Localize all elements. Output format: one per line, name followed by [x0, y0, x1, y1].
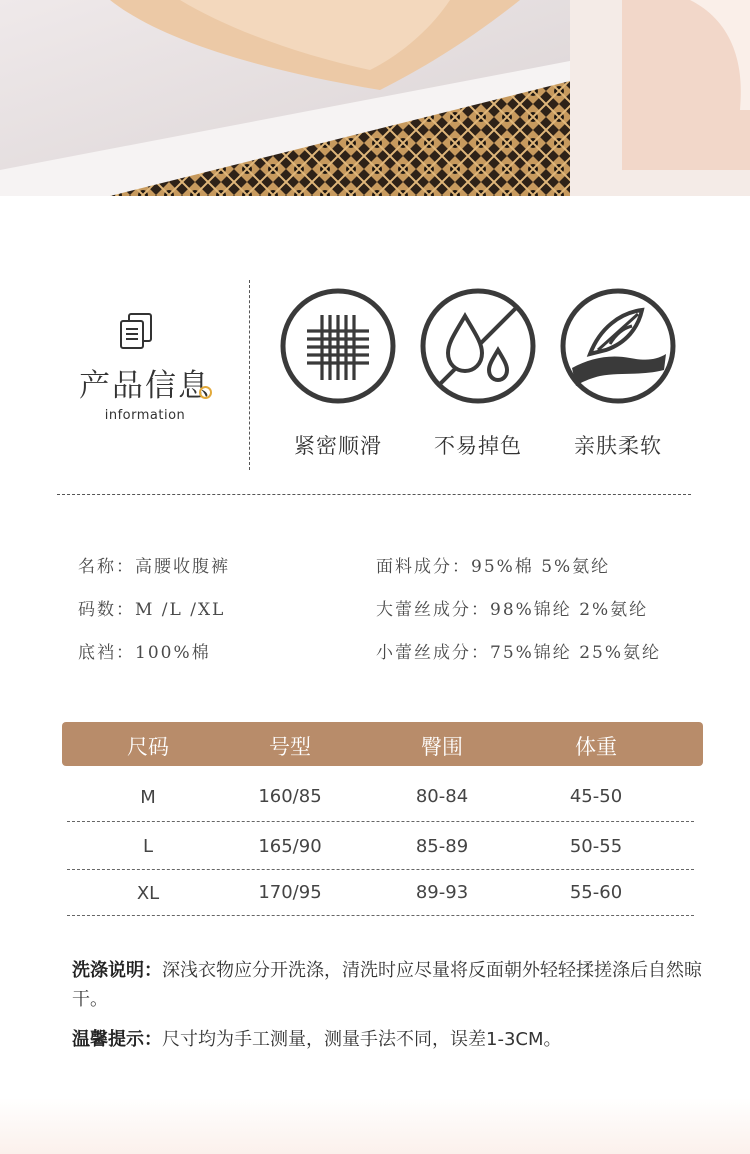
wash-text: 深浅衣物应分开洗涤，清洗时应尽量将反面朝外轻轻揉搓涤后自然晾干。 — [72, 960, 702, 1010]
feature-smooth — [278, 288, 398, 460]
cell-weight: 50-55 — [569, 836, 623, 857]
warm-tip — [72, 1025, 702, 1054]
size-table-header — [62, 722, 703, 766]
product-photo — [0, 0, 750, 196]
row-divider — [67, 915, 694, 916]
horizontal-divider — [57, 494, 691, 495]
cell-hip: 85-89 — [415, 836, 469, 857]
feature-soft — [558, 288, 678, 460]
documents-icon — [118, 312, 154, 352]
row-divider — [67, 869, 694, 870]
info-small-lace: 小蕾丝成分：75%锦纶 25%氨纶 — [376, 643, 661, 663]
row-divider — [67, 821, 694, 822]
wash-label: 洗涤说明： — [72, 960, 162, 981]
section-title-cn: 产品信息 — [79, 368, 211, 404]
cell-weight: 45-50 — [569, 786, 623, 807]
vertical-divider — [249, 280, 250, 470]
header-weight: 体重 — [575, 735, 617, 759]
info-sizes: 码数：M /L /XL — [78, 600, 226, 620]
cell-fit: 160/85 — [258, 786, 322, 807]
feather-hand-icon — [560, 288, 676, 404]
info-crotch: 底裆：100%棉 — [78, 643, 211, 663]
cell-fit: 165/90 — [258, 836, 322, 857]
header-size: 尺码 — [127, 735, 169, 759]
cell-fit: 170/95 — [258, 882, 322, 903]
cell-hip: 80-84 — [415, 786, 469, 807]
tip-text: 尺寸均为手工测量，测量手法不同，误差1-3CM。 — [162, 1029, 562, 1050]
feature-label: 不易掉色 — [434, 434, 522, 458]
cell-hip: 89-93 — [415, 882, 469, 903]
feature-label: 紧密顺滑 — [294, 434, 382, 458]
info-name: 名称：高腰收腹裤 — [78, 557, 230, 577]
header-hip: 臀围 — [421, 735, 463, 759]
water-drops-icon — [420, 288, 536, 404]
bottom-gradient — [0, 1098, 750, 1154]
wash-instructions — [72, 956, 702, 1014]
cell-size: M — [140, 787, 156, 808]
feature-colorfast — [418, 288, 538, 460]
feature-label: 亲肤柔软 — [574, 434, 662, 458]
cell-weight: 55-60 — [569, 882, 623, 903]
header-fit: 号型 — [269, 735, 311, 759]
cell-size: XL — [136, 883, 160, 904]
section-title-en: information — [104, 408, 186, 423]
cell-size: L — [142, 836, 154, 857]
tip-label: 温馨提示： — [72, 1029, 162, 1050]
weave-grid-icon — [280, 288, 396, 404]
info-fabric: 面料成分：95%棉 5%氨纶 — [376, 557, 611, 577]
accent-dot — [199, 386, 212, 399]
info-big-lace: 大蕾丝成分：98%锦纶 2%氨纶 — [376, 600, 649, 620]
